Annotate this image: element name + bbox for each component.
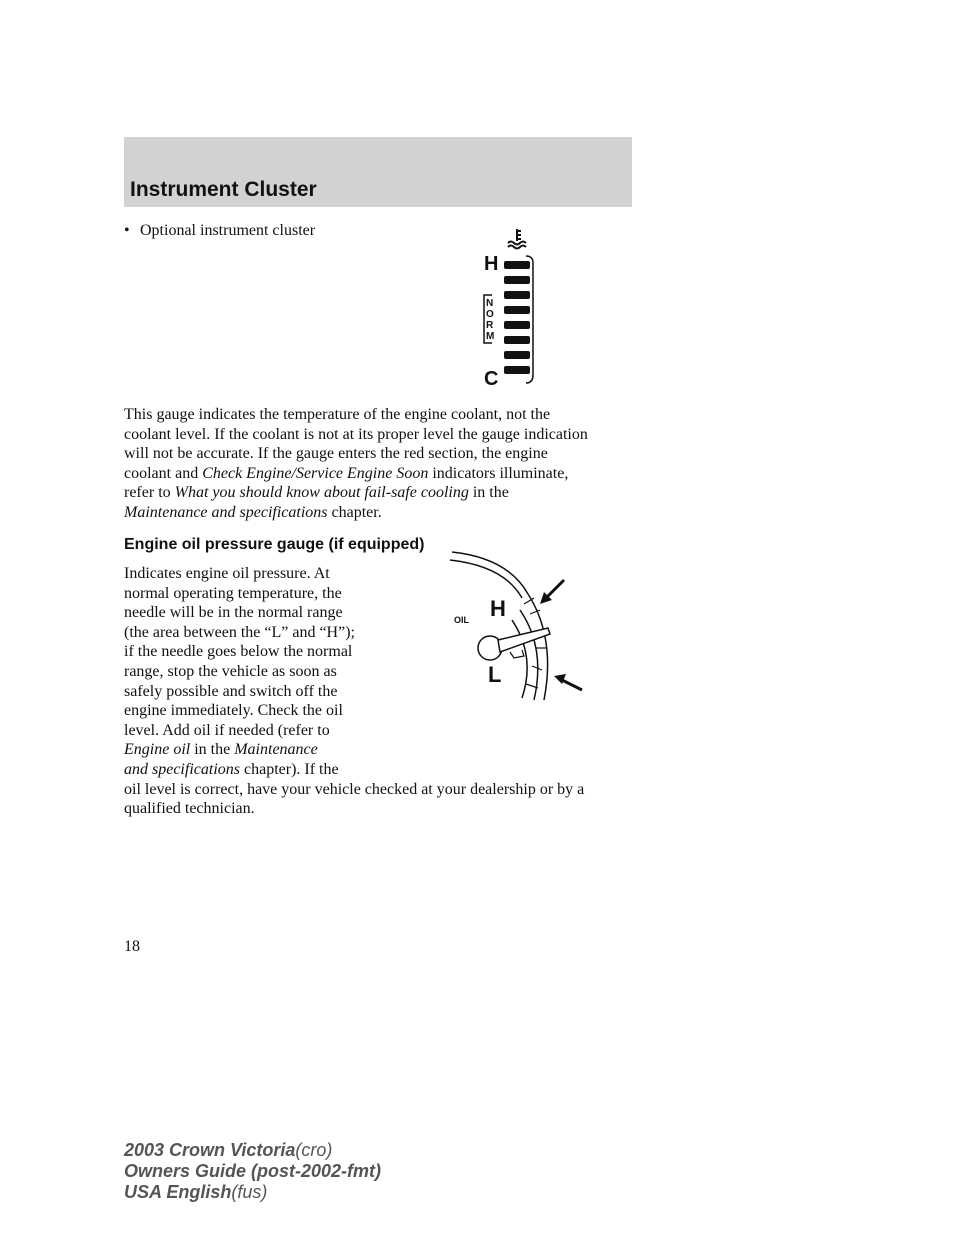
text-run: chapter. bbox=[327, 503, 382, 521]
paragraph-line: Indicates engine oil pressure. At bbox=[124, 565, 330, 582]
oil-high-label: H bbox=[490, 596, 506, 621]
paragraph-line: oil level is correct, have your vehicle checked at your dealership or by a bbox=[124, 780, 585, 798]
text-run: in the bbox=[190, 741, 235, 759]
paragraph-line bbox=[124, 483, 588, 503]
arrow-icon bbox=[554, 674, 582, 690]
arrow-icon bbox=[540, 580, 564, 604]
temp-gauge-frame bbox=[526, 256, 533, 383]
indicator-name: Check Engine/Service Engine Soon bbox=[202, 464, 429, 482]
footer-line bbox=[124, 1182, 381, 1203]
chapter-reference: and specifications bbox=[124, 760, 240, 778]
footer-code: (cro) bbox=[295, 1140, 333, 1160]
paragraph-line: engine immediately. Check the oil bbox=[124, 702, 343, 720]
coolant-paragraph bbox=[124, 405, 588, 523]
bullet-item bbox=[124, 222, 315, 240]
paragraph-line bbox=[124, 464, 588, 484]
temperature-gauge-illustration bbox=[470, 225, 540, 387]
paragraph-line: normal operating temperature, the bbox=[124, 584, 342, 602]
text-run: indicators illuminate, bbox=[428, 464, 569, 482]
paragraph-line: will not be accurate. If the gauge enters the red section, the engine bbox=[124, 445, 548, 463]
paragraph-line: (the area between the “L” and “H”); bbox=[124, 623, 355, 641]
oil-pressure-gauge-illustration bbox=[448, 548, 598, 708]
temp-gauge-segments bbox=[504, 261, 530, 374]
norm-letter: R bbox=[486, 320, 494, 331]
bullet-symbol: • bbox=[124, 222, 130, 239]
temp-hot-label: H bbox=[484, 253, 499, 275]
text-run: refer to bbox=[124, 484, 175, 502]
page-title: Instrument Cluster bbox=[130, 178, 317, 201]
paragraph-line: qualified technician. bbox=[124, 800, 255, 818]
norm-letter: O bbox=[486, 309, 494, 320]
footer-line bbox=[124, 1161, 381, 1182]
oil-low-label: L bbox=[488, 662, 502, 687]
section-reference: What you should know about fail-safe cooling bbox=[174, 484, 469, 502]
paragraph-line: if the needle goes below the normal bbox=[124, 643, 353, 661]
temp-cold-label: C bbox=[484, 368, 499, 387]
text-run: in the bbox=[468, 484, 509, 502]
chapter-reference: Maintenance bbox=[234, 741, 318, 759]
oil-can-icon bbox=[510, 650, 524, 658]
chapter-reference: Maintenance and specifications bbox=[124, 503, 328, 521]
page-number: 18 bbox=[124, 938, 140, 955]
norm-letter: N bbox=[486, 298, 494, 309]
coolant-temperature-icon bbox=[508, 229, 526, 249]
oil-gauge-label: OIL bbox=[454, 615, 469, 625]
footer-code: (fus) bbox=[231, 1182, 268, 1202]
section-heading: Engine oil pressure gauge (if equipped) bbox=[124, 536, 425, 553]
paragraph-line: coolant level. If the coolant is not at its proper level the gauge indication bbox=[124, 425, 588, 443]
paragraph-line bbox=[124, 740, 584, 760]
norm-letter: M bbox=[486, 331, 495, 342]
footer-title: USA English bbox=[124, 1182, 232, 1202]
text-run: chapter). If the bbox=[239, 760, 339, 778]
paragraph-line: safely possible and switch off the bbox=[124, 682, 338, 700]
paragraph-line: This gauge indicates the temperature of the engine coolant, not the bbox=[124, 406, 551, 423]
footer-line bbox=[124, 1140, 381, 1161]
paragraph-line bbox=[124, 760, 584, 780]
footer-title: Owners Guide (post-2002-fmt) bbox=[124, 1161, 382, 1181]
footer bbox=[124, 1140, 381, 1203]
section-reference: Engine oil bbox=[124, 741, 191, 759]
paragraph-line: range, stop the vehicle as soon as bbox=[124, 662, 337, 680]
bullet-text: Optional instrument cluster bbox=[140, 222, 316, 239]
footer-title: 2003 Crown Victoria bbox=[124, 1140, 296, 1160]
paragraph-line: level. Add oil if needed (refer to bbox=[124, 721, 330, 739]
text-run: coolant and bbox=[124, 464, 203, 482]
paragraph-line: needle will be in the normal range bbox=[124, 604, 343, 622]
paragraph-line bbox=[124, 503, 588, 523]
